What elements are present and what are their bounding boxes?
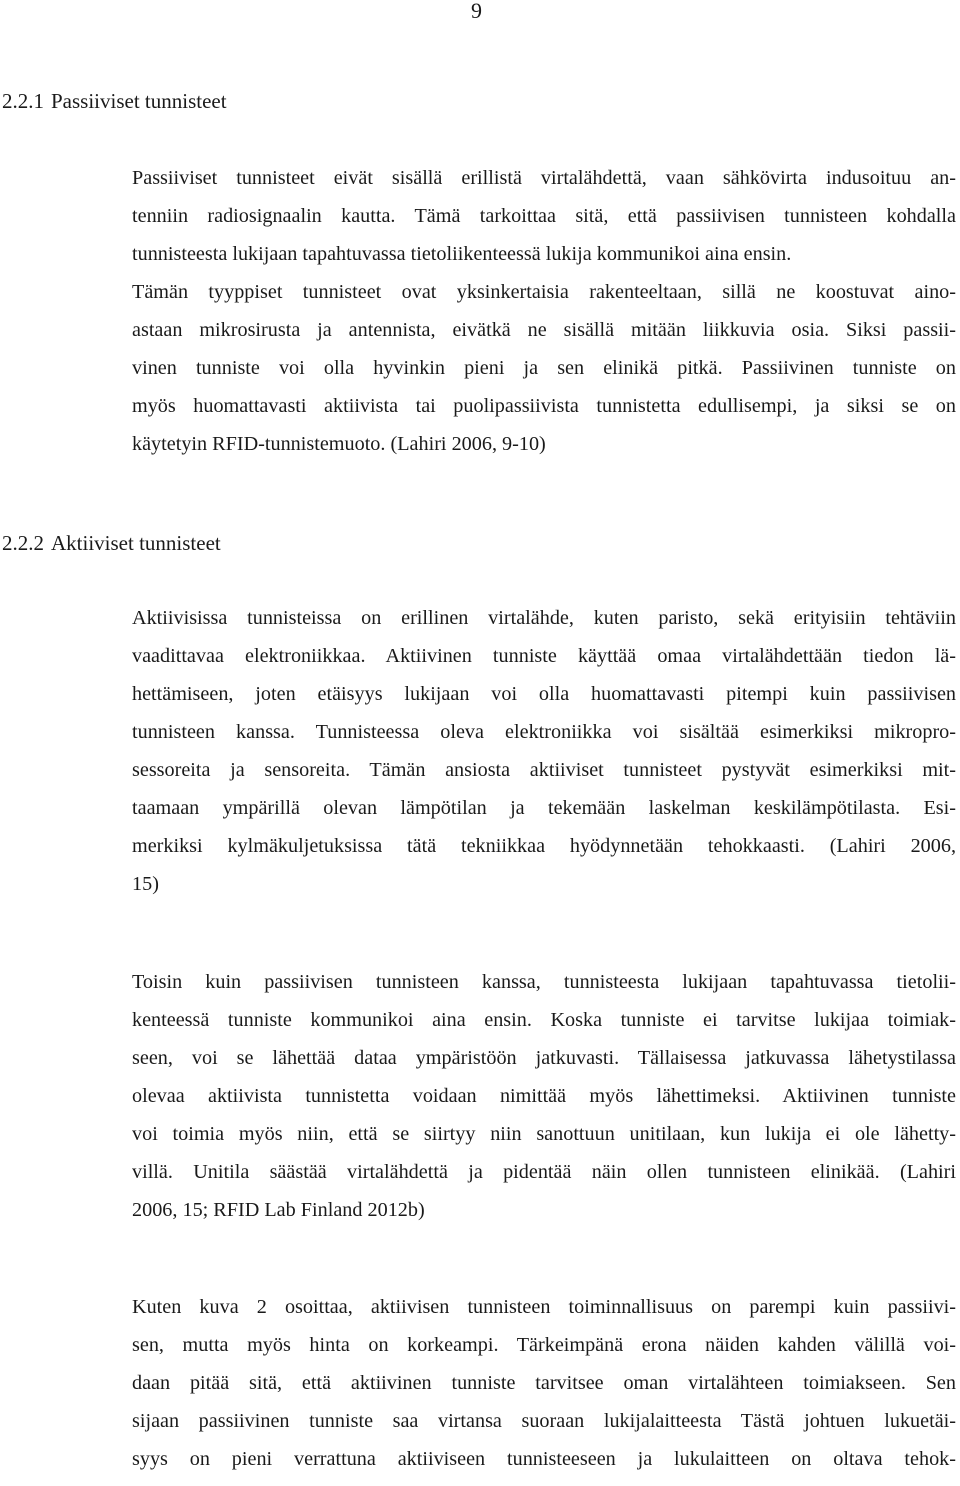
text-line: syys on pieni verrattuna aktiiviseen tunnisteeseen ja lukulaitteen on oltava tehok- — [132, 1448, 956, 1470]
text-line: astaan mikrosirusta ja antennista, eivätkä ne sisällä mitään liikkuvia osia. Siksi passii- — [132, 319, 956, 341]
text-line: hettämiseen, joten etäisyys lukijaan voi olla huomattavasti pitempi kuin passiivisen — [132, 683, 956, 705]
section-title: Passiiviset tunnisteet — [51, 89, 227, 113]
text-line: vaadittavaa elektroniikkaa. Aktiivinen tunniste käyttää omaa virtalähdettään tiedon lä- — [132, 645, 956, 667]
text-line: Tämän tyyppiset tunnisteet ovat yksinkertaisia rakenteeltaan, sillä ne koostuvat aino- — [132, 281, 956, 303]
text-line: sessoreita ja sensoreita. Tämän ansiosta aktiiviset tunnisteet pystyvät esimerkiksi mit- — [132, 759, 956, 781]
text-line: 15) — [132, 873, 159, 895]
text-line: tunnisteesta lukijaan tapahtuvassa tietoliikenteessä lukija kommunikoi aina ensin. — [132, 243, 792, 265]
section-title: Aktiiviset tunnisteet — [51, 531, 221, 555]
text-line: seen, voi se lähettää dataa ympäristöön jatkuvasti. Tällaisessa jatkuvassa lähetystilassa — [132, 1047, 956, 1069]
page-number: 9 — [471, 0, 482, 23]
text-line: Kuten kuva 2 osoittaa, aktiivisen tunnisteen toiminnallisuus on parempi kuin passiivi- — [132, 1296, 956, 1318]
text-line: Passiiviset tunnisteet eivät sisällä erillistä virtalähdettä, vaan sähkövirta indusoituu an- — [132, 167, 956, 189]
section-heading-aktiiviset — [2, 530, 221, 556]
text-line: daan pitää sitä, että aktiivinen tunniste tarvitsee oman virtalähteen toimiakseen. Sen — [132, 1372, 956, 1394]
text-line: myös huomattavasti aktiivista tai puolipassiivista tunnistetta edullisempi, ja siksi se on — [132, 395, 956, 417]
text-line: Toisin kuin passiivisen tunnisteen kanssa, tunnisteesta lukijaan tapahtuvassa tietolii- — [132, 971, 956, 993]
paragraph-aktiiviset-1 — [132, 603, 956, 907]
text-line: merkiksi kylmäkuljetuksissa tätä tekniikkaa hyödynnetään tehokkaasti. (Lahiri 2006, — [132, 835, 956, 857]
text-line: vinen tunniste voi olla hyvinkin pieni ja sen elinikä pitkä. Passiivinen tunniste on — [132, 357, 956, 379]
text-line: olevaa aktiivista tunnistetta voidaan nimittää myös lähettimeksi. Aktiivinen tunniste — [132, 1085, 956, 1107]
section-heading-passiiviset — [2, 88, 227, 114]
text-line: Aktiivisissa tunnisteissa on erillinen virtalähde, kuten paristo, sekä erityisiin tehtäviin — [132, 607, 956, 629]
paragraph-aktiiviset-2 — [132, 967, 956, 1233]
text-line: sen, mutta myös hinta on korkeampi. Tärkeimpänä erona näiden kahden välillä voi- — [132, 1334, 956, 1356]
text-line: käytetyin RFID-tunnistemuoto. (Lahiri 2006, 9-10) — [132, 433, 546, 455]
paragraph-passiiviset-1 — [132, 163, 956, 467]
text-line: voi toimia myös niin, että se siirtyy niin sanottuun unitilaan, kun lukija ei ole lähetty- — [132, 1123, 956, 1145]
text-line: tenniin radiosignaalin kautta. Tämä tarkoittaa sitä, että passiivisen tunnisteen kohdalla — [132, 205, 956, 227]
paragraph-aktiiviset-3 — [132, 1292, 956, 1482]
text-line: villä. Unitila säästää virtalähdettä ja pidentää näin ollen tunnisteen elinikää. (Lahiri — [132, 1161, 956, 1183]
text-line: sijaan passiivinen tunniste saa virtansa suoraan lukijalaitteesta Tästä johtuen lukuetäi- — [132, 1410, 956, 1432]
section-number: 2.2.2 — [2, 531, 44, 555]
text-line: taamaan ympärillä olevan lämpötilan ja tekemään laskelman keskilämpötilasta. Esi- — [132, 797, 956, 819]
text-line: kenteessä tunniste kommunikoi aina ensin. Koska tunniste ei tarvitse lukijaa toimiak- — [132, 1009, 956, 1031]
text-line: 2006, 15; RFID Lab Finland 2012b) — [132, 1199, 425, 1221]
text-line: tunnisteen kanssa. Tunnisteessa oleva elektroniikka voi sisältää esimerkiksi mikropro- — [132, 721, 956, 743]
section-number: 2.2.1 — [2, 89, 44, 113]
